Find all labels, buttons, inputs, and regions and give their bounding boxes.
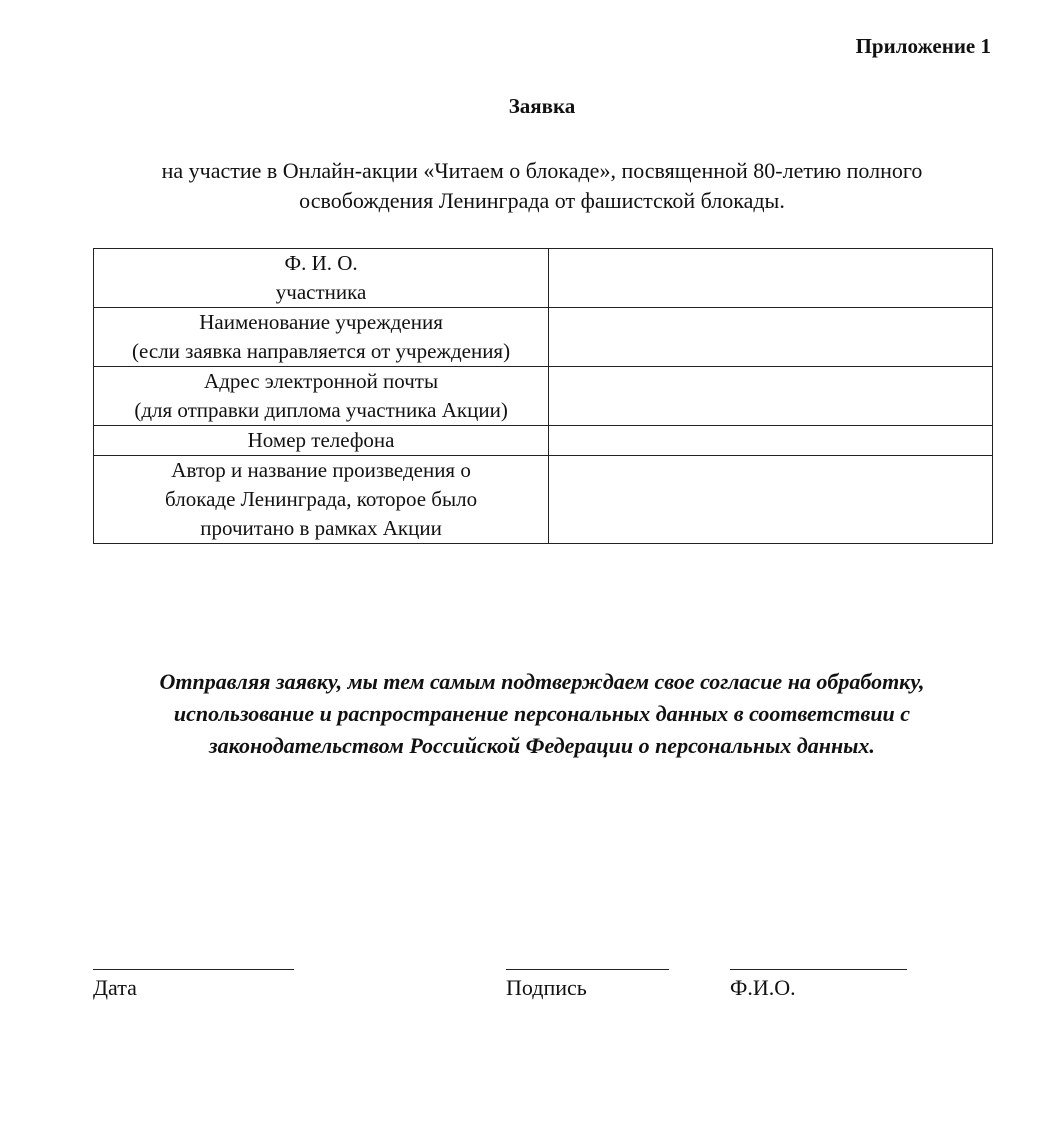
field-label-institution xyxy=(94,308,549,367)
appendix-label: Приложение 1 xyxy=(855,34,991,58)
application-form-table xyxy=(93,248,993,544)
document-subtitle xyxy=(92,156,992,216)
field-label-line: Автор и название произведения о xyxy=(171,458,471,482)
consent-statement xyxy=(92,666,992,762)
date-signature-line[interactable] xyxy=(93,969,294,970)
field-label-book xyxy=(94,456,549,544)
form-row-phone xyxy=(94,426,993,456)
field-value-full-name[interactable] xyxy=(549,249,993,308)
name-signature-line[interactable] xyxy=(730,969,907,970)
field-label-phone xyxy=(94,426,549,456)
form-row-book xyxy=(94,456,993,544)
full-name-label: Ф.И.О. xyxy=(730,975,796,1000)
field-value-email[interactable] xyxy=(549,367,993,426)
field-label-line: Ф. И. О. xyxy=(284,251,358,275)
date-label: Дата xyxy=(93,975,137,1000)
consent-line: законодательством Российской Федерации о персональных данных. xyxy=(209,733,875,758)
field-value-book[interactable] xyxy=(549,456,993,544)
field-label-email xyxy=(94,367,549,426)
consent-line: Отправляя заявку, мы тем самым подтверждаем свое согласие на обработку, xyxy=(159,669,925,694)
field-label-line: Номер телефона xyxy=(247,428,395,452)
form-row-institution xyxy=(94,308,993,367)
field-label-line: участника xyxy=(275,280,367,304)
form-row-full-name xyxy=(94,249,993,308)
consent-line: использование и распространение персональных данных в соответствии с xyxy=(173,701,911,726)
form-row-email xyxy=(94,367,993,426)
field-label-line: блокаде Ленинграда, которое было xyxy=(165,487,478,511)
subtitle-line: освобождения Ленинграда от фашистской блокады. xyxy=(299,188,785,213)
field-label-line: прочитано в рамках Акции xyxy=(200,516,442,540)
field-label-line: (если заявка направляется от учреждения) xyxy=(132,339,511,363)
field-value-institution[interactable] xyxy=(549,308,993,367)
field-value-phone[interactable] xyxy=(549,426,993,456)
signature-line[interactable] xyxy=(506,969,669,970)
document-title: Заявка xyxy=(508,94,576,118)
subtitle-line: на участие в Онлайн-акции «Читаем о блокаде», посвященной 80-летию полного xyxy=(161,158,923,183)
field-label-line: Адрес электронной почты xyxy=(204,369,439,393)
field-label-line: (для отправки диплома участника Акции) xyxy=(134,398,508,422)
signature-label: Подпись xyxy=(506,975,587,1000)
field-label-line: Наименование учреждения xyxy=(199,310,443,334)
field-label-full-name xyxy=(94,249,549,308)
